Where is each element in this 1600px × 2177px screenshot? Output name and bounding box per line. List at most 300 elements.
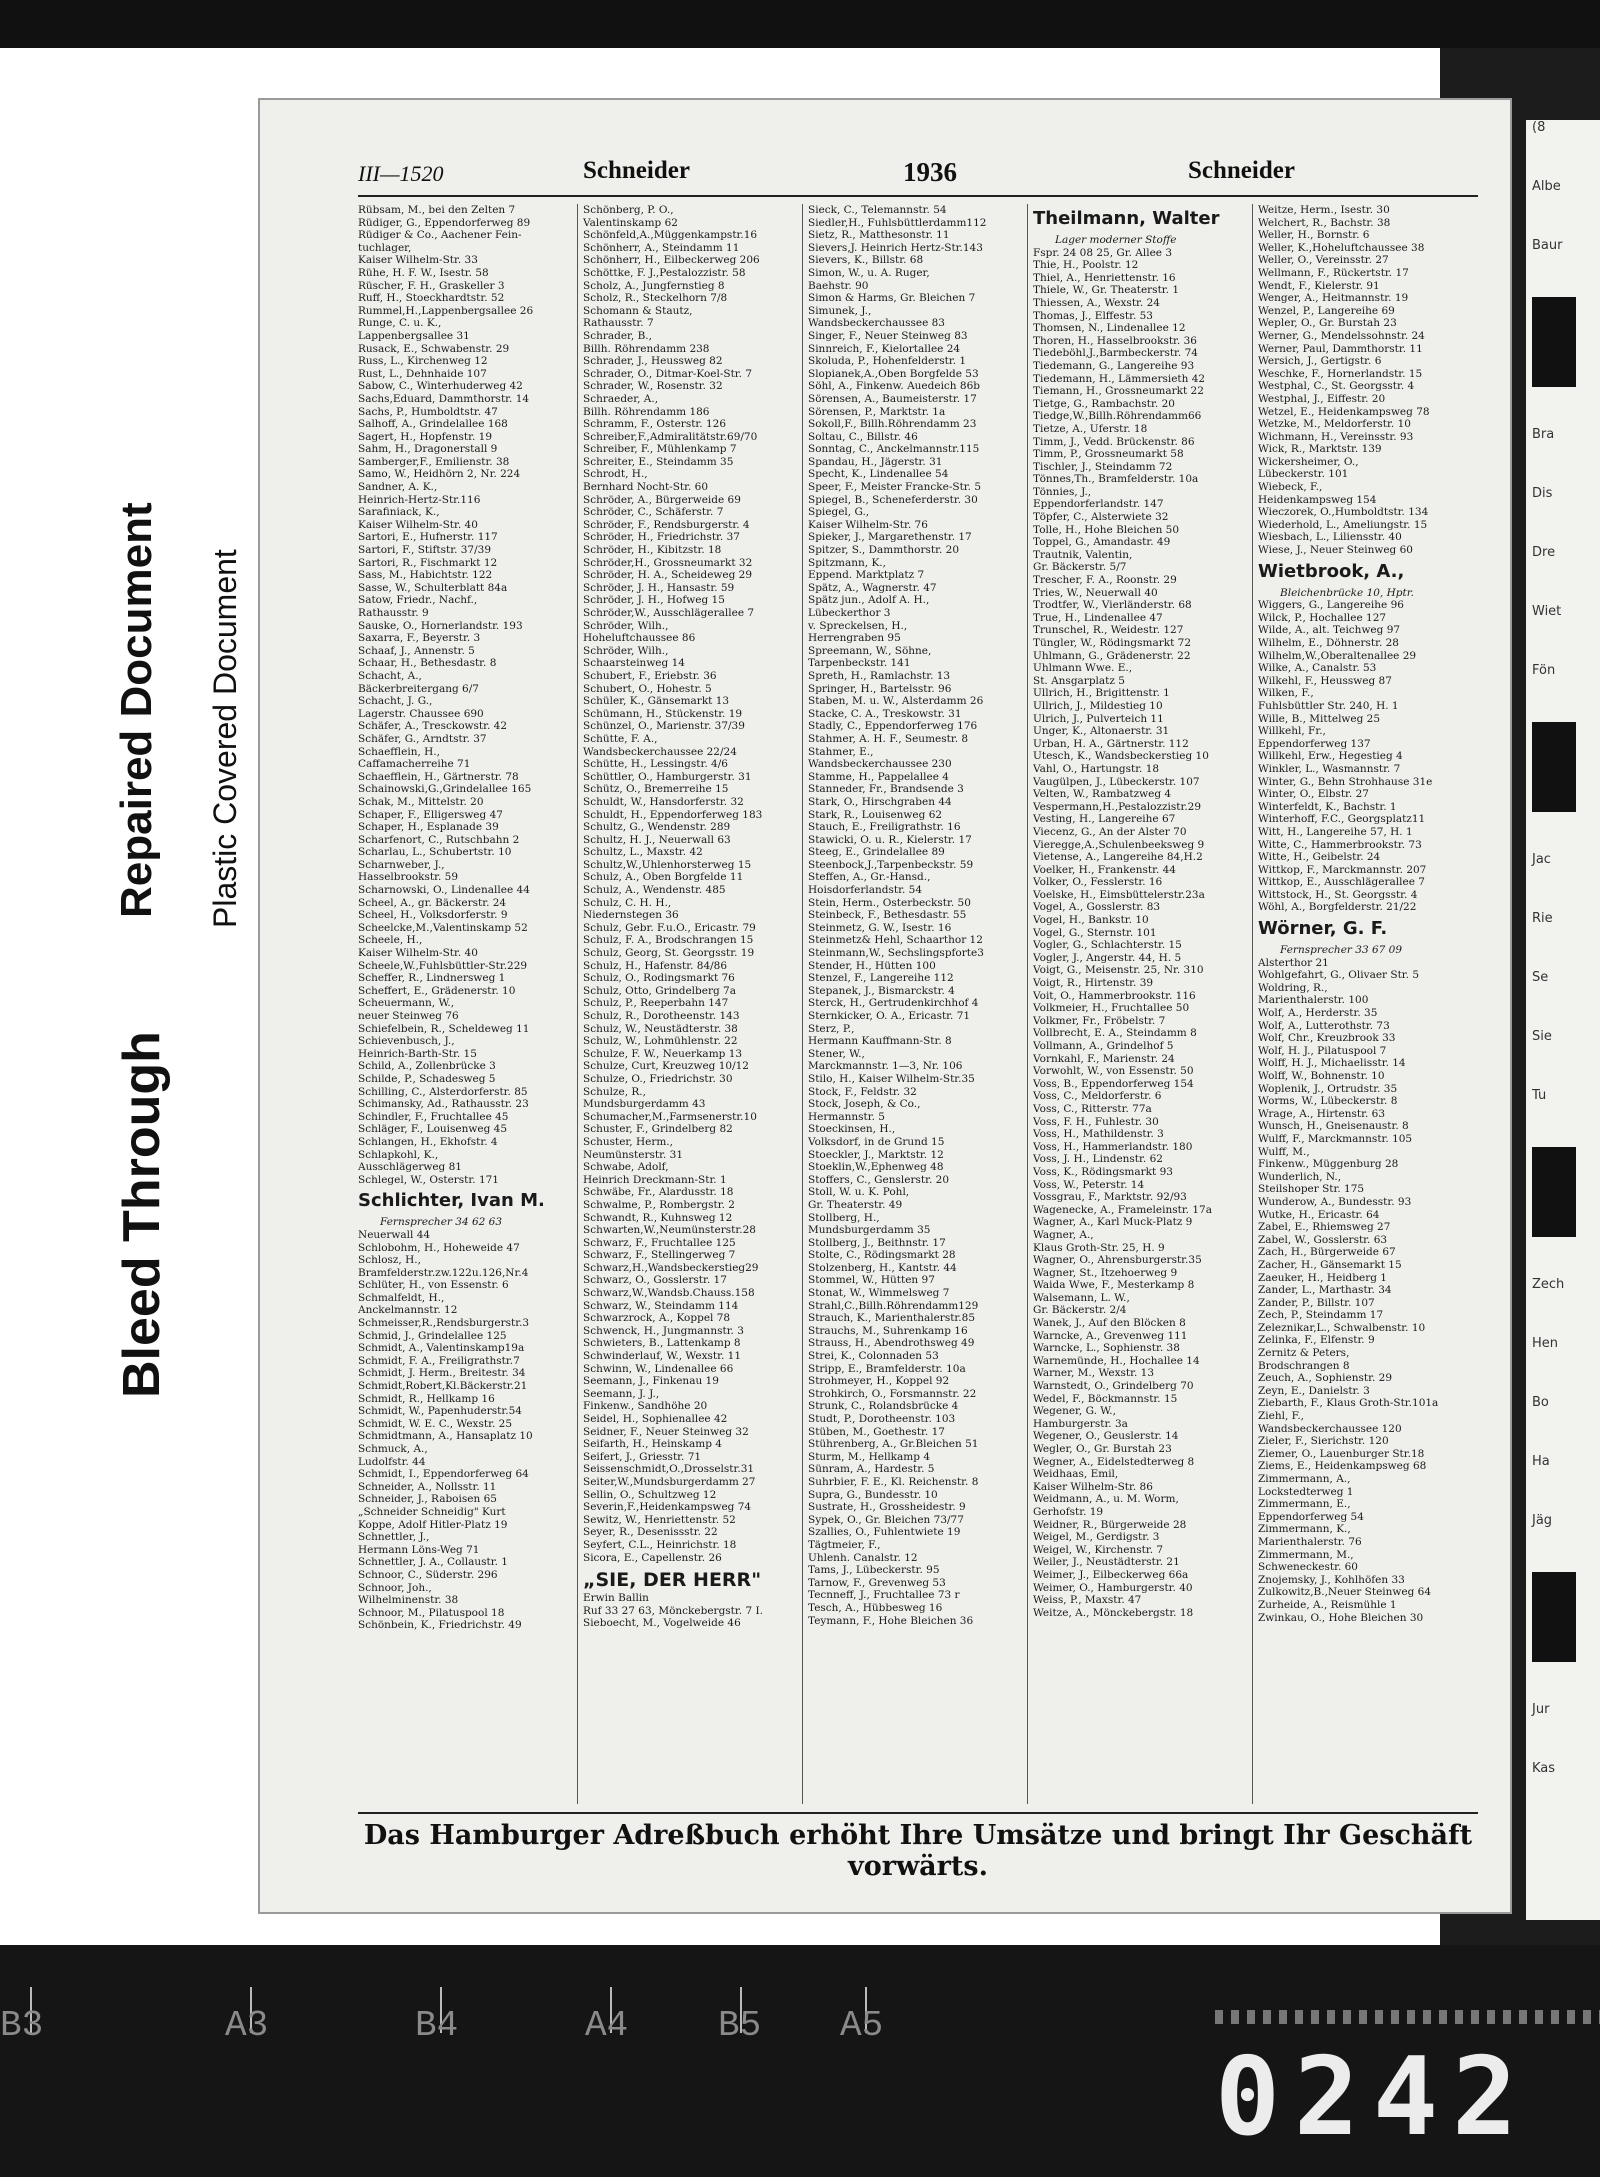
directory-entry: Schultz, G., Wendenstr. 289 (583, 821, 731, 834)
directory-entry: Schmidt, F. A., Freiligrathstr.7 (358, 1354, 520, 1367)
directory-entry: Satow, Friedr., Nachf., (358, 594, 478, 607)
directory-entry: Runge, C. u. K., (358, 317, 442, 330)
directory-entry: Simunek, J., (808, 304, 872, 317)
directory-entry: Sellin, O., Schultzweg 12 (583, 1488, 717, 1501)
directory-entry: Ludolfstr. 44 (358, 1455, 426, 1468)
directory-entry: Stock, F., Feldstr. 32 (808, 1085, 917, 1098)
directory-entry: Seifert, J., Griesstr. 71 (583, 1450, 702, 1463)
directory-entry: Weschke, F., Hornerlandstr. 15 (1258, 367, 1423, 380)
column-3 (808, 204, 1020, 1804)
directory-entry: Warncke, L., Sophienstr. 38 (1033, 1342, 1180, 1355)
directory-entry: Winter, O., Elbstr. 27 (1258, 788, 1369, 801)
directory-entry: Heinrich-Barth-Str. 15 (358, 1047, 477, 1060)
directory-entry: Weller, K.,Hoheluftchaussee 38 (1258, 241, 1425, 254)
directory-entry: Scholz, A., Jungfernstieg 8 (583, 279, 725, 292)
directory-entry: Schaefflein, H., Gärtnerstr. 78 (358, 770, 519, 783)
directory-entry: Vossgrau, F., Marktstr. 92/93 (1033, 1191, 1187, 1204)
directory-entry: Schäfer, G., Arndtstr. 37 (358, 732, 487, 745)
directory-entry: Schrader, O., Ditmar-Koel-Str. 7 (583, 367, 753, 380)
directory-entry: Rathausstr. 7 (583, 317, 654, 330)
directory-entry: Wittkop, F., Marckmannstr. 207 (1258, 863, 1427, 876)
directory-entry: Saxarra, F., Beyerstr. 3 (358, 632, 481, 645)
directory-entry: Tönnes,Th., Bramfelderstr. 10a (1033, 473, 1199, 486)
directory-entry: Schwalme, P., Rombergstr. 2 (583, 1198, 735, 1211)
directory-entry: Heinrich Dreckmann-Str. 1 (583, 1173, 727, 1186)
directory-entry: Lager moderner Stoffe (1055, 234, 1177, 246)
directory-entry: Zeleznikar,L., Schwalbenstr. 10 (1258, 1321, 1426, 1334)
directory-entry: Neumünsterstr. 31 (583, 1148, 683, 1161)
directory-entry: Fernsprecher 34 62 63 (380, 1216, 503, 1229)
directory-entry: Voelske, H., Eimsbüttelerstr.23a (1033, 888, 1205, 901)
directory-entry: Schwarz, W., Steindamm 114 (583, 1299, 739, 1312)
directory-entry: Wiggers, G., Langereihe 96 (1258, 599, 1404, 612)
neighbor-fragment: Jäg (1532, 1513, 1553, 1528)
directory-entry: Wulff, M., (1258, 1145, 1310, 1158)
directory-entry: Schulz, Gebr. F.u.O., Ericastr. 79 (583, 921, 756, 934)
directory-entry: Schuldt, W., Hansdorferstr. 32 (583, 795, 744, 808)
directory-entry: Warncke, A., Grevenweg 111 (1033, 1329, 1188, 1342)
directory-entry: Wilck, P., Hochallee 127 (1258, 611, 1387, 624)
label-plastic-covered: Plastic Covered Document (207, 549, 243, 928)
directory-entry: Spandau, H., Jägerstr. 31 (808, 455, 943, 468)
column-4 (1033, 204, 1245, 1804)
directory-entry: Schulze, Curt, Kreuzweg 10/12 (583, 1060, 749, 1073)
directory-entry: Weller, H., Bornstr. 6 (1258, 229, 1370, 242)
directory-entry: Schubert, F., Eriebstr. 36 (583, 669, 717, 682)
directory-entry: Sörensen, A., Baumeisterstr. 17 (808, 392, 977, 405)
directory-entry: Voss, J. H., Lindenstr. 62 (1033, 1153, 1163, 1166)
directory-entry: Steinmetz& Hehl, Schaarthor 12 (808, 934, 983, 947)
directory-entry: Wegler, O., Gr. Burstah 23 (1033, 1443, 1172, 1455)
directory-entry: Schönherr, A., Steindamm 11 (583, 241, 740, 254)
directory-entry: Spieker, J., Margarethenstr. 17 (808, 531, 972, 544)
directory-entry: Weigel, M., Gerdigstr. 3 (1033, 1531, 1160, 1544)
directory-entry: Seyer, R., Desenissstr. 22 (583, 1526, 718, 1539)
directory-entry: Schmidt,Robert,Kl.Bäckerstr.21 (358, 1380, 528, 1393)
directory-entry: Valentinskamp 62 (583, 216, 678, 229)
directory-entry: Spreth, H., Ramlachstr. 13 (808, 669, 951, 682)
directory-entry: Ziems, E., Heidenkampsweg 68 (1258, 1460, 1427, 1473)
directory-entry: Schak, M., Mittelstr. 20 (358, 795, 484, 808)
directory-entry: Kaiser Wilhelm-Str. 76 (808, 518, 928, 531)
directory-entry: Schwieters, B., Lattenkamp 8 (583, 1337, 741, 1350)
directory-entry: Winterhoff, F.C., Georgsplatz11 (1258, 813, 1426, 826)
directory-entry: Winkler, L., Wasmannstr. 7 (1258, 762, 1401, 775)
directory-entry: Billh. Röhrendamm 186 (583, 405, 710, 418)
directory-entry: Sturm, M., Hellkamp 4 (808, 1450, 930, 1463)
directory-entry: Seiter,W.,Mundsburgerdamm 27 (583, 1475, 756, 1488)
directory-entry: Wichmann, H., Vereinsstr. 93 (1258, 430, 1414, 443)
directory-entry: Lockstedterweg 1 (1258, 1485, 1354, 1498)
directory-entry: Stark, O., Hirschgraben 44 (808, 795, 952, 808)
directory-entry: Sasse, W., Schulterblatt 84a (358, 581, 508, 594)
directory-entry: Stripp, E., Bramfelderstr. 10a (808, 1362, 966, 1375)
directory-entry: Schacht, A., (358, 669, 422, 682)
directory-entry: Woplenik, J., Ortrudstr. 35 (1258, 1082, 1398, 1095)
directory-entry: Sandner, A. K., (358, 481, 438, 494)
footer-slogan: Das Hamburger Adreßbuch erhöht Ihre Umsätze und bringt Ihr Geschäft vorwärts. (363, 1820, 1473, 1882)
directory-entry: Tiedeböhl,J.,Barmbeckerstr. 74 (1033, 347, 1198, 360)
directory-entry: Stonat, W., Wimmelsweg 7 (808, 1287, 950, 1300)
directory-entry: Herrengraben 95 (808, 632, 901, 645)
directory-entry: Scheelcke,M.,Valentinskamp 52 (358, 921, 528, 934)
directory-entry: Wöhl, A., Borgfelderstr. 21/22 (1258, 901, 1417, 914)
directory-entry: Schnettler, J., (358, 1531, 430, 1544)
directory-entry: Strohmeyer, H., Koppel 92 (808, 1375, 950, 1388)
directory-entry: Thomas, J., Elffestr. 53 (1033, 309, 1153, 322)
directory-entry: Stommel, W., Hütten 97 (808, 1274, 935, 1287)
header-right-word: Schneider (1188, 157, 1295, 184)
directory-entry: Wellmann, F., Rückertstr. 17 (1258, 266, 1409, 279)
directory-entry: Eppendorferweg 137 (1258, 737, 1371, 750)
directory-entry: Schnettler, J. A., Collaustr. 1 (358, 1556, 508, 1569)
directory-entry: Seidner, F., Neuer Steinweg 32 (583, 1425, 749, 1438)
directory-entry: Hasselbrookstr. 59 (358, 871, 459, 884)
directory-entry: Vaugülpen, J., Lübeckerstr. 107 (1033, 775, 1200, 788)
directory-entry: Rummel,H.,Lappenbergsallee 26 (358, 304, 534, 317)
neighbor-fragment: Bra (1532, 427, 1555, 442)
directory-entry: Witt, H., Langereihe 57, H. 1 (1258, 825, 1413, 838)
directory-entry: Voss, K., Rödingsmarkt 93 (1033, 1165, 1173, 1178)
directory-entry: Welchert, R., Bachstr. 38 (1258, 216, 1391, 229)
directory-entry: Wunsch, H., Gneisenaustr. 8 (1258, 1120, 1409, 1133)
directory-entry: Wiederhold, L., Ameliungstr. 15 (1258, 518, 1428, 531)
directory-entry: Simon, W., u. A. Ruger, (808, 266, 930, 279)
directory-entry: Zander, L., Marthastr. 34 (1258, 1284, 1392, 1297)
directory-entry: Schütte, F. A., (583, 732, 658, 745)
directory-entry: Sieboecht, M., Vogelweide 46 (583, 1617, 741, 1630)
directory-entry: Hoisdorferlandstr. 54 (808, 884, 923, 897)
directory-entry: Schild, A., Zollenbrücke 3 (358, 1060, 496, 1073)
directory-entry: Weimer, J., Eilbeckerweg 66a (1033, 1568, 1189, 1581)
directory-entry: Tarnow, F., Grevenweg 53 (808, 1576, 946, 1589)
directory-entry: Vogler, G., Schlachterstr. 15 (1033, 939, 1182, 952)
directory-entry: Schulz, P., Reeperbahn 147 (583, 997, 729, 1010)
directory-entry: Urban, H. A., Gärtnerstr. 112 (1033, 737, 1189, 750)
directory-entry: Voss, C., Ritterstr. 77a (1033, 1102, 1152, 1115)
directory-entry: Schuldt, H., Eppendorferweg 183 (583, 808, 763, 821)
directory-entry: Sievers, K., Billstr. 68 (808, 254, 924, 267)
directory-entry: Tesch, A., Hübbesweg 16 (808, 1601, 943, 1614)
directory-entry: Schaarsteinweg 14 (583, 657, 685, 670)
directory-entry: Schaper, F., Elligersweg 47 (358, 808, 503, 821)
directory-entry: Scheel, A., gr. Bäckerstr. 24 (358, 896, 507, 909)
directory-entry: Ruf 33 27 63, Mönckebergstr. 7 I. (583, 1604, 763, 1617)
directory-entry: Wegener, O., Geuslerstr. 14 (1033, 1430, 1179, 1443)
neighbor-fragment: Se (1532, 970, 1549, 985)
directory-entry: Schnoor, C., Süderstr. 296 (358, 1568, 498, 1581)
directory-entry: Viecenz, G., An der Alster 70 (1033, 825, 1187, 838)
directory-entry: Schreiter, E., Steindamm 35 (583, 455, 734, 468)
directory-entry: Wagner, O., Ahrensburgerstr.35 (1033, 1254, 1202, 1267)
neighbor-fragment: Hen (1532, 1336, 1559, 1351)
directory-entry: Tägtmeier, F., (808, 1538, 881, 1551)
directory-entry: Ulrich, J., Pulverteich 11 (1033, 712, 1164, 725)
directory-entry: Schröder, Wilh., (583, 619, 669, 632)
directory-entry: Werner, Paul, Dammthorstr. 11 (1258, 342, 1423, 355)
directory-entry: Steinmetz, G. W., Isestr. 16 (808, 921, 952, 934)
directory-entry: Rühe, H. F. W., Isestr. 58 (358, 266, 489, 279)
directory-entry: Voss, H., Mathildenstr. 3 (1033, 1128, 1164, 1141)
directory-entry: Sass, M., Habichtstr. 122 (358, 569, 493, 582)
directory-entry: Schulz, O., Rodingsmarkt 76 (583, 972, 735, 985)
directory-entry: Spreemann, W., Söhne, (808, 644, 932, 657)
directory-entry: Schultz, H. J., Neuerwall 63 (583, 833, 731, 846)
column-5 (1258, 204, 1470, 1804)
directory-entry: Stoeklin,W.,Ephenweg 48 (808, 1161, 944, 1174)
neighbor-fragment: Rie (1532, 911, 1553, 926)
directory-entry: Weidner, R., Bürgerweide 28 (1033, 1518, 1187, 1531)
directory-entry: Schröder, C., Schäferstr. 7 (583, 506, 724, 519)
directory-entry: Wiesbach, L., Liliensstr. 40 (1258, 531, 1402, 544)
directory-entry: Weitze, Herm., Isestr. 30 (1258, 204, 1390, 216)
directory-entry: Schneider, A., Nollsstr. 11 (358, 1480, 497, 1493)
directory-entry: Wolf, A., Herderstr. 35 (1258, 1007, 1378, 1020)
directory-entry: Rüdiger & Co., Aachener Fein- (358, 229, 522, 242)
directory-entry: Bernhard Nocht-Str. 60 (583, 481, 709, 494)
directory-entry: Wagner, St., Itzehoerweg 9 (1033, 1266, 1178, 1279)
directory-entry: Schlobohm, H., Hoheweide 47 (358, 1241, 520, 1254)
directory-entry: Marckmannstr. 1—3, Nr. 106 (808, 1060, 963, 1073)
directory-entry: Schuster, Herm., (583, 1135, 673, 1148)
directory-entry: Kaiser Wilhelm-Str. 33 (358, 254, 478, 267)
neighbor-fragment: Dis (1532, 486, 1553, 501)
page-number: III—1520 (358, 161, 444, 186)
directory-entry: Schilde, P., Schadesweg 5 (358, 1072, 496, 1085)
directory-entry: Teymann, F., Hohe Bleichen 36 (808, 1614, 974, 1627)
directory-entry: Schulz, H., Hafenstr. 84/86 (583, 959, 728, 972)
directory-entry: Vogler, J., Angerstr. 44, H. 5 (1033, 951, 1182, 964)
directory-entry: Schulz, C. H. H., (583, 896, 672, 909)
directory-entry: Samberger,F., Emilienstr. 38 (358, 455, 510, 468)
directory-entry: Kaiser Wilhelm-Str. 86 (1033, 1480, 1153, 1493)
directory-entry: Sartori, R., Fischmarkt 12 (358, 556, 498, 569)
directory-entry: Winter, G., Behn Strohhause 31e (1258, 775, 1433, 788)
film-mark: B4 (415, 2005, 459, 2046)
directory-entry: Schulz, Otto, Grindelberg 7a (583, 984, 736, 997)
directory-entry: Stock, Joseph, & Co., (808, 1098, 921, 1111)
directory-entry: Wilke, A., Canalstr. 53 (1258, 662, 1377, 675)
neighbor-fragment: Jac (1532, 852, 1551, 867)
directory-entry: Wandsbeckerchaussee 22/24 (583, 745, 737, 758)
directory-entry: Spitzmann, K., (808, 556, 886, 569)
directory-entry: Speer, F., Meister Francke-Str. 5 (808, 481, 982, 494)
directory-entry: Schüler, K., Gänsemarkt 13 (583, 695, 730, 708)
directory-entry: Tries, W., Neuerwall 40 (1033, 586, 1158, 599)
directory-entry: Schröder, H., Friedrichstr. 37 (583, 531, 740, 544)
directory-entry: Sagert, H., Hopfenstr. 19 (358, 430, 493, 443)
directory-entry: Schlapkohl, K., (358, 1148, 439, 1161)
directory-entry: Slopianek,A.,Oben Borgfelde 53 (808, 367, 979, 380)
directory-entry: Schwarzrock, A., Koppel 78 (583, 1312, 731, 1325)
directory-entry: Weller, O., Vereinsstr. 27 (1258, 254, 1389, 267)
directory-entry: Sievers,J. Heinrich Hertz-Str.143 (808, 241, 983, 254)
directory-entry: Zabel, E., Rhiemsweg 27 (1258, 1221, 1391, 1234)
directory-entry: Schröder, F., Rendsburgerstr. 4 (583, 518, 750, 531)
directory-entry: Sietz, R., Matthesonstr. 11 (808, 229, 950, 242)
column-divider (1252, 204, 1253, 1804)
directory-entry: Wilde, A., alt. Teichweg 97 (1258, 624, 1401, 637)
directory-columns (358, 204, 1478, 1804)
directory-entry: Caffamacherreihe 71 (358, 758, 471, 771)
directory-entry: Schröder, H. A., Scheideweg 29 (583, 569, 753, 582)
directory-entry: Weiler, J., Neustädterstr. 21 (1033, 1556, 1180, 1569)
directory-entry: Schwäbe, Fr., Alardusstr. 18 (583, 1186, 734, 1199)
directory-entry: Skoluda, P., Hohenfelderstr. 1 (808, 355, 967, 368)
directory-entry: Tiemann, H., Grossneumarkt 22 (1033, 385, 1204, 398)
directory-entry: Bramfelderstr.zw.122u.126,Nr.4 (358, 1266, 529, 1279)
directory-entry: Strunk, C., Rolandsbrücke 4 (808, 1400, 959, 1413)
directory-entry: Hermann Löns-Weg 71 (358, 1543, 480, 1556)
directory-entry: Sauske, O., Hornerlandstr. 193 (358, 619, 523, 632)
directory-entry: Bäckerbreitergang 6/7 (358, 682, 479, 695)
header-year: 1936 (903, 157, 957, 187)
directory-entry: Stüben, M., Goethestr. 17 (808, 1425, 945, 1438)
directory-entry: Sicora, E., Capellenstr. 26 (583, 1551, 722, 1564)
directory-entry: Scheffert, E., Grädenerstr. 10 (358, 984, 516, 997)
directory-entry: Töpfer, C., Alsterwiete 32 (1033, 511, 1169, 524)
directory-entry: Wilkehl, F., Heussweg 87 (1258, 674, 1392, 687)
directory-entry: Sörensen, P., Marktstr. 1a (808, 405, 946, 418)
directory-entry: Steeg, E., Grindelallee 89 (808, 846, 945, 859)
directory-entry: Russ, L., Kirchenweg 12 (358, 355, 488, 368)
directory-entry: Tolle, H., Hohe Bleichen 50 (1033, 523, 1180, 536)
neighbor-fragment: (8 (1532, 120, 1546, 135)
directory-entry: Scharlau, L., Schubertstr. 10 (358, 846, 512, 859)
directory-entry: Worms, W., Lübeckerstr. 8 (1258, 1095, 1398, 1108)
directory-entry: Seissenschmidt,O.,Drosselstr.31 (583, 1463, 755, 1476)
directory-entry: Brodschrangen 8 (1258, 1359, 1350, 1372)
directory-entry: v. Spreckelsen, H., (808, 619, 908, 632)
directory-entry: Stark, R., Louisenweg 62 (808, 808, 943, 821)
directory-entry: Vieregge,A.,Schulenbeeksweg 9 (1033, 838, 1205, 851)
directory-entry: Sewitz, W., Henriettenstr. 52 (583, 1513, 736, 1526)
directory-entry: Warnemünde, H., Hochallee 14 (1033, 1354, 1200, 1367)
directory-entry: Schmidt, I., Eppendorferweg 64 (358, 1468, 529, 1481)
directory-entry: Volker, O., Fesslerstr. 16 (1033, 876, 1163, 889)
directory-entry: Mundsburgerdamm 35 (808, 1224, 931, 1237)
directory-entry: Schrader, W., Rosenstr. 32 (583, 380, 723, 393)
directory-entry: Unger, K., Altonaerstr. 31 (1033, 725, 1170, 738)
directory-entry: Stahmer, A. H. F., Seumestr. 8 (808, 732, 969, 745)
column-divider (1027, 204, 1028, 1804)
directory-entry: Staben, M. u. W., Alsterdamm 26 (808, 695, 984, 708)
directory-entry: Heinrich-Hertz-Str.116 (358, 493, 481, 506)
directory-entry: Walsemann, L. W., (1033, 1291, 1130, 1304)
directory-entry: Schwarz, O., Gosslerstr. 17 (583, 1274, 727, 1287)
directory-entry: Seyfert, C.L., Heinrichstr. 18 (583, 1538, 737, 1551)
directory-entry: Wörner, G. F. (1258, 918, 1388, 940)
directory-entry: Schubert, O., Hohestr. 5 (583, 682, 712, 695)
directory-entry: Specht, K., Lindenallee 54 (808, 468, 949, 481)
directory-entry: Wickersheimer, O., (1258, 455, 1359, 468)
directory-entry: Voss, W., Peterstr. 14 (1033, 1178, 1145, 1191)
film-mark: A4 (585, 2005, 629, 2046)
directory-entry: Zimmermann, E., (1258, 1498, 1351, 1511)
directory-entry: Spätz jun., Adolf A. H., (808, 594, 930, 607)
directory-entry: Seemann, J., Finkenau 19 (583, 1375, 719, 1388)
directory-entry: Niedernstegen 36 (583, 909, 679, 922)
directory-entry: Sonntag, C., Anckelmannstr.115 (808, 443, 980, 456)
directory-entry: Sünram, A., Hardestr. 5 (808, 1463, 935, 1476)
directory-entry: Voit, O., Hammerbrookstr. 116 (1033, 989, 1196, 1002)
neighbor-fragment: Albe (1532, 179, 1561, 194)
directory-entry: Schulz, Georg, St. Georgsstr. 19 (583, 947, 755, 960)
directory-entry: Schönfeld,A.,Müggenkampstr.16 (583, 229, 758, 242)
directory-entry: Schulz, R., Dorotheenstr. 143 (583, 1010, 740, 1022)
directory-entry: Schmuck, A., (358, 1443, 428, 1455)
directory-entry: Trescher, F. A., Roonstr. 29 (1033, 574, 1177, 587)
directory-entry: Scheele,W.,Fuhlsbüttler-Str.229 (358, 959, 528, 972)
directory-entry: Zaeuker, H., Heidberg 1 (1258, 1271, 1387, 1284)
directory-entry: Salhoff, A., Grindelallee 168 (358, 418, 508, 431)
column-2 (583, 204, 795, 1804)
neighbor-fragment: Tu (1532, 1088, 1547, 1103)
directory-entry: Znojemsky, J., Kohlhöfen 33 (1258, 1573, 1405, 1586)
directory-entry: Wilhelm,W.,Oberaltenallee 29 (1258, 649, 1417, 662)
directory-entry: Wilhelm, E., Döhnerstr. 28 (1258, 637, 1399, 649)
directory-entry: Schmidt, W. E. C., Wexstr. 25 (358, 1417, 512, 1430)
directory-entry: Ziemer, O., Lauenburger Str.18 (1258, 1447, 1425, 1460)
directory-entry: Zimmermann, K., (1258, 1523, 1351, 1536)
film-top-border (0, 0, 1600, 48)
directory-entry: Weiss, P., Maxstr. 47 (1033, 1594, 1142, 1607)
directory-entry: Eppendorferlandstr. 147 (1033, 498, 1164, 511)
directory-entry: Schröder, A., Bürgerweide 69 (583, 493, 741, 506)
directory-entry: Tiedge,W.,Billh.Röhrendamm66 (1033, 410, 1202, 423)
directory-entry: Schrader, B., (583, 329, 652, 342)
directory-entry: True, H., Lindenallee 47 (1033, 611, 1163, 624)
directory-entry: Schwarz,W.,Wandsb.Chauss.158 (583, 1287, 755, 1300)
directory-entry: Schröder, Wilh., (583, 644, 669, 657)
directory-entry: Strahl,C.,Billh.Röhrendamm129 (808, 1299, 979, 1312)
directory-entry: Tiedemann, H., Lämmersieth 42 (1033, 372, 1206, 385)
directory-entry: Bleichenbrücke 10, Hptr. (1280, 586, 1414, 599)
directory-entry: Strauch, K., Marienthalerstr.85 (808, 1312, 976, 1325)
directory-entry: Singer, F., Neuer Steinweg 83 (808, 329, 968, 342)
directory-entry: Zulkowitz,B.,Neuer Steinweg 64 (1258, 1586, 1432, 1599)
directory-entry: Tiedemann, G., Langereihe 93 (1033, 359, 1195, 372)
directory-entry: Weidhaas, Emil, (1033, 1468, 1119, 1481)
directory-entry: Stawicki, O. u. R., Kielerstr. 17 (808, 833, 972, 846)
directory-entry: Scharnowski, O., Lindenallee 44 (358, 884, 530, 897)
directory-entry: Schönherr, H., Eilbeckerweg 206 (583, 254, 760, 267)
directory-entry: Sinnreich, F., Kielortallee 24 (808, 342, 961, 355)
directory-entry: Scheffer, R., Lindnersweg 1 (358, 972, 506, 985)
directory-entry: Sustrate, H., Grossheidestr. 9 (808, 1501, 966, 1514)
directory-entry: Mundsburgerdamm 43 (583, 1098, 706, 1111)
header-rule (358, 195, 1478, 197)
directory-entry: Schmidt, A., Valentinskamp19a (358, 1342, 525, 1355)
directory-entry: Tarpenbeckstr. 141 (808, 657, 911, 670)
directory-entry: Schröder, H., Kibitzstr. 18 (583, 544, 722, 557)
directory-entry: Volkmeier, H., Fruchtallee 50 (1033, 1002, 1190, 1015)
directory-entry: Schievenbusch, J., (358, 1035, 455, 1048)
directory-entry: Schönberg, P. O., (583, 204, 674, 216)
directory-entry: Stepanek, J., Bismarckstr. 4 (808, 984, 955, 997)
directory-entry: Ziebarth, F., Klaus Groth-Str.101a (1258, 1397, 1439, 1410)
directory-entry: Ullrich, J., Mildestieg 10 (1033, 699, 1163, 712)
directory-entry: Schwenck, H., Jungmannstr. 3 (583, 1324, 744, 1337)
directory-entry: Vorwohlt, W., von Essenstr. 50 (1033, 1065, 1194, 1078)
directory-entry: Siedler,H., Fuhlsbüttlerdamm112 (808, 216, 987, 229)
directory-entry: Schlichter, Ivan M. (358, 1190, 545, 1212)
neighbor-fragment: Bo (1532, 1395, 1549, 1410)
directory-entry: Stoeckler, J., Marktstr. 12 (808, 1148, 944, 1161)
directory-entry: Scheuermann, W., (358, 997, 455, 1010)
directory-entry: Schlangen, H., Ekhofstr. 4 (358, 1135, 498, 1148)
directory-entry: Westphal, J., Eiffestr. 20 (1258, 392, 1386, 405)
